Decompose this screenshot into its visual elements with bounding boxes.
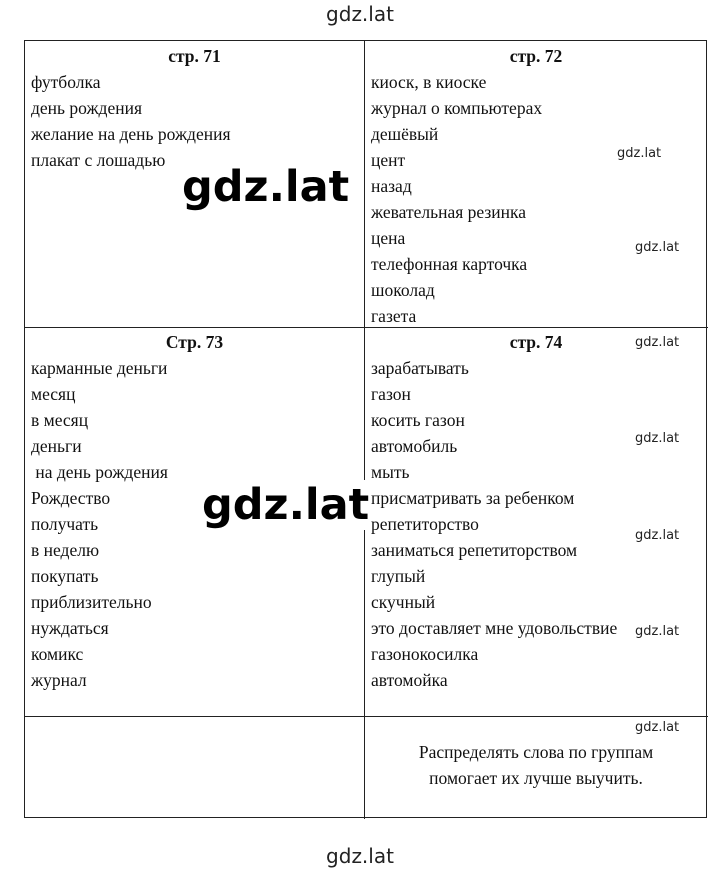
word-item: цена [371,228,406,248]
word-item: киоск, в киоске [371,72,487,92]
watermark-small: gdz.lat [635,624,680,639]
word-item: косить газон [371,410,465,430]
word-item: получать [31,514,99,534]
watermark-small: gdz.lat [635,335,680,350]
word-item: жевательная резинка [371,202,527,222]
word-item: цент [371,150,406,170]
word-item: репетиторство [371,514,479,534]
word-item: автомойка [371,670,448,690]
watermark-small: gdz.lat [635,528,680,543]
word-item: мыть [371,462,410,482]
watermark-small: gdz.lat [635,240,680,255]
word-item: зарабатывать [371,358,469,378]
cell-heading: стр. 71 [168,46,221,66]
word-item: деньги [31,436,82,456]
watermark-small: gdz.lat [635,431,680,446]
word-item: скучный [371,592,436,612]
word-item: это доставляет мне удовольствие [371,618,618,638]
word-item: Рождество [31,488,111,508]
word-item: телефонная карточка [371,254,528,274]
word-item: приблизительно [31,592,152,612]
word-item: желание на день рождения [31,124,231,144]
watermark-large: gdz.lat [182,162,350,212]
word-item: журнал [31,670,87,690]
vocabulary-table [24,40,707,818]
word-item: на день рождения [31,462,168,482]
watermark-small: gdz.lat [635,720,680,735]
watermark-header: gdz.lat [326,2,394,26]
note-line: Распределять слова по группам [418,742,654,762]
study-tip-note [365,739,707,791]
word-item: газета [371,306,417,326]
word-item: журнал о компьютерах [371,98,543,118]
word-item: автомобиль [371,436,458,456]
word-item: плакат с лошадью [31,150,166,170]
word-item: карманные деньги [31,358,168,378]
cell-heading: Стр. 73 [165,332,224,352]
watermark-large: gdz.lat [202,480,370,530]
word-item: присматривать за ребенком [371,488,575,508]
word-item: глупый [371,566,426,586]
note-line: помогает их лучше выучить. [429,768,643,788]
cell-heading: стр. 74 [509,332,563,352]
word-item: газон [371,384,411,404]
watermark-footer: gdz.lat [326,844,394,868]
word-item: месяц [31,384,76,404]
word-item: день рождения [31,98,142,118]
word-item: шоколад [371,280,435,300]
word-item: заниматься репетиторством [371,540,578,560]
column-divider [364,41,365,819]
word-item: в месяц [31,410,89,430]
word-item: футболка [31,72,101,92]
word-item: назад [371,176,412,196]
row-divider-2 [25,716,708,717]
word-item: нуждаться [31,618,109,638]
cell-heading: стр. 72 [509,46,563,66]
word-item: дешёвый [371,124,439,144]
word-item: газонокосилка [371,644,479,664]
word-item: комикс [31,644,84,664]
cell-page-72 [371,43,701,329]
word-item: в неделю [31,540,100,560]
word-item: покупать [31,566,99,586]
watermark-small: gdz.lat [617,146,662,161]
cell-page-71 [31,43,358,173]
